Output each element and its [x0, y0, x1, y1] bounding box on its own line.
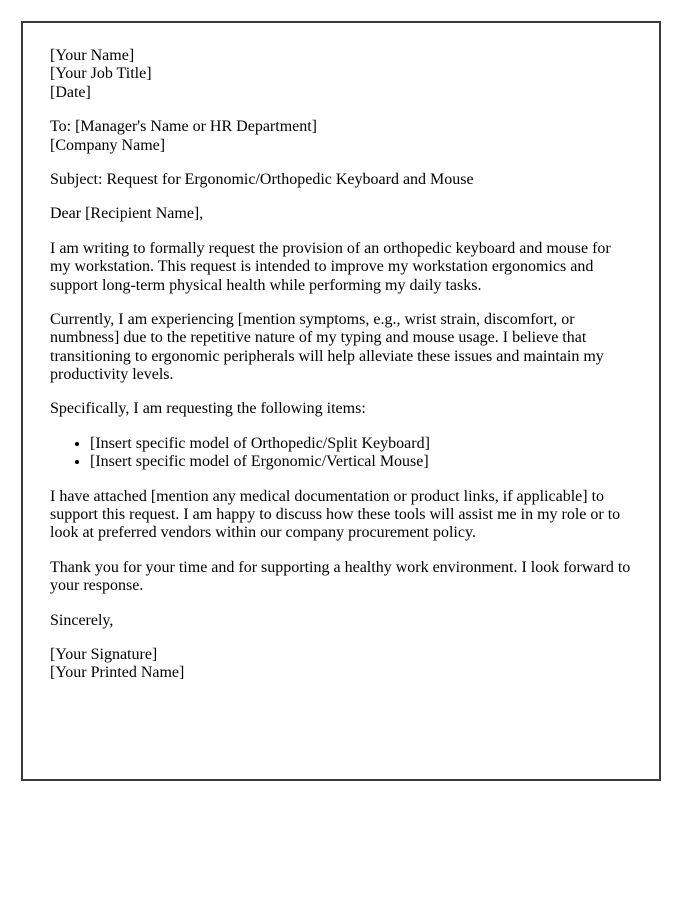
salutation: Dear [Recipient Name], [50, 205, 204, 223]
list-item-keyboard: • [Insert specific model of Orthopedic/Split Keyboard] [90, 435, 632, 453]
sign-off: Sincerely, [50, 611, 114, 629]
paragraph-request-intro: Specifically, I am requesting the following items: [50, 400, 366, 418]
paragraph-symptoms: Currently, I am experiencing [mention symptoms, e.g., wrist strain, discomfort, or numbness] due to the repetitive nature of my typing and mouse usage. I believe that transitioning to ergonomic peripherals will help alleviate these issues and maintain my productivity levels. [50, 310, 604, 384]
sender-name: [Your Name] [50, 47, 135, 64]
sender-job-title: [Your Job Title] [50, 65, 152, 83]
recipient-to-line: To: [Manager's Name or HR Department] [50, 118, 318, 136]
paragraph-closing-thanks: Thank you for your time and for supporting a healthy work environment. I look forward to your response. [50, 558, 631, 595]
recipient-block [50, 118, 632, 155]
paragraph-intro: I am writing to formally request the provision of an orthopedic keyboard and mouse for my workstation. This request is intended to improve my workstation ergonomics and support long-term physical health while performing my daily tasks. [50, 239, 611, 294]
sender-date: [Date] [50, 83, 91, 101]
list-item-mouse: • [Insert specific model of Ergonomic/Vertical Mouse] [90, 453, 632, 471]
recipient-company: [Company Name] [50, 136, 166, 154]
letter-page [21, 21, 661, 781]
subject-line: Subject: Request for Ergonomic/Orthopedic Keyboard and Mouse [50, 170, 474, 188]
signature-placeholder: [Your Signature] [50, 645, 158, 663]
sender-block [50, 47, 632, 102]
printed-name-placeholder: [Your Printed Name] [50, 664, 185, 682]
requested-items-list [50, 435, 632, 472]
paragraph-attachments: I have attached [mention any medical documentation or product links, if applicable] to support this request. I am happy to discuss how these tools will assist me in my role or to look at preferred vendors within our company procurement policy. [50, 487, 621, 542]
signature-block [50, 646, 632, 683]
